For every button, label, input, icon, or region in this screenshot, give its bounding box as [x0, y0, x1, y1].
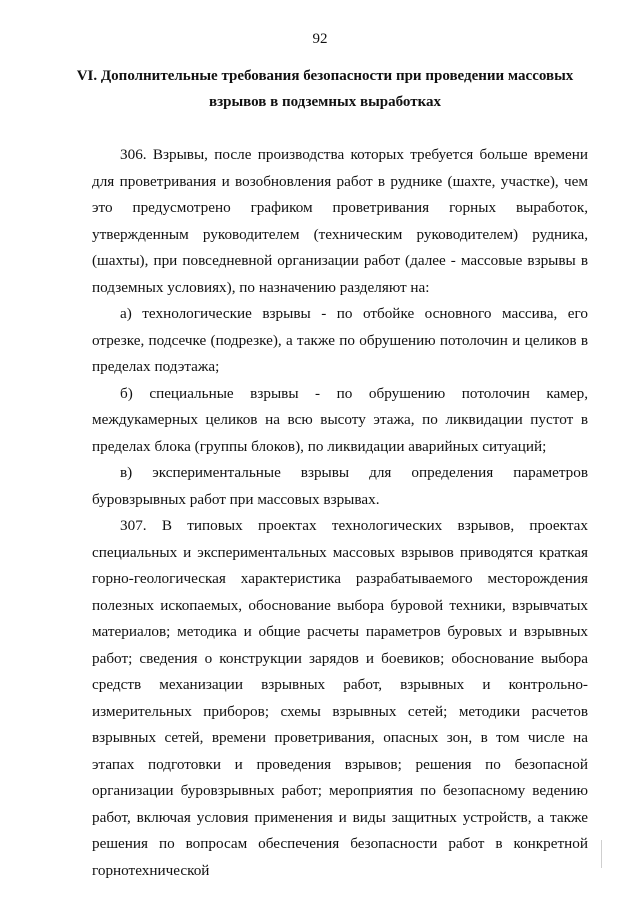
paragraph-307: 307. В типовых проектах технологических взрывов, проектах специальных и экспериментальных массовых взрывов приводятся краткая горно-геологическая характеристика разрабатываемого месторождения полезных ископаемых, обоснование выбора буровой техники, взрывчатых материалов; методика и общие расчеты параметров буровых и взрывных работ; сведения о конструкции зарядов и боевиков; обоснование выбора средств механизации взрывных работ, взрывных и контрольно-измерительных приборов; схемы взрывных сетей; методики расчетов взрывных сетей, времени проветривания, опасных зон, в том числе на этапах подготовки и проведения взрывов; решения по безопасной организации буровзрывных работ; мероприятия по безопасному ведению работ, включая условия применения и виды защитных устройств, а также решения по вопросам обеспечения безопасности работ в конкретной горнотехнической [92, 517, 588, 879]
paragraph-306: 306. Взрывы, после производства которых требуется больше времени для проветривания и возобновления работ в руднике (шахте, участке), чем это предусмотрено графиком проветривания горных выработок, утвержденным руководителем (техническим руководителем) рудника, (шахты), при повседневной организации работ (далее - массовые взрывы в подземных условиях), по назначению разделяют на: [92, 146, 588, 296]
paragraph-306-b: б) специальные взрывы - по обрушению потолочин камер, междукамерных целиков на всю высоту этажа, по ликвидации пустот в пределах блока (группы блоков), по ликвидации аварийных ситуаций; [92, 384, 588, 455]
paragraph-306-a: а) технологические взрывы - по отбойке основного массива, его отрезке, подсечке (подрезке), а также по обрушению потолочин и целиков в пределах подэтажа; [92, 305, 588, 375]
paragraph-306-v: в) экспериментальные взрывы для определения параметров буровзрывных работ при массовых взрывах. [92, 464, 588, 508]
section-heading: VI. Дополнительные требования безопасности при проведении массовых взрывов в подземных выработках [76, 68, 574, 110]
scan-edge-mark [601, 840, 602, 868]
page-number: 92 [312, 31, 328, 47]
document-body [92, 142, 588, 884]
